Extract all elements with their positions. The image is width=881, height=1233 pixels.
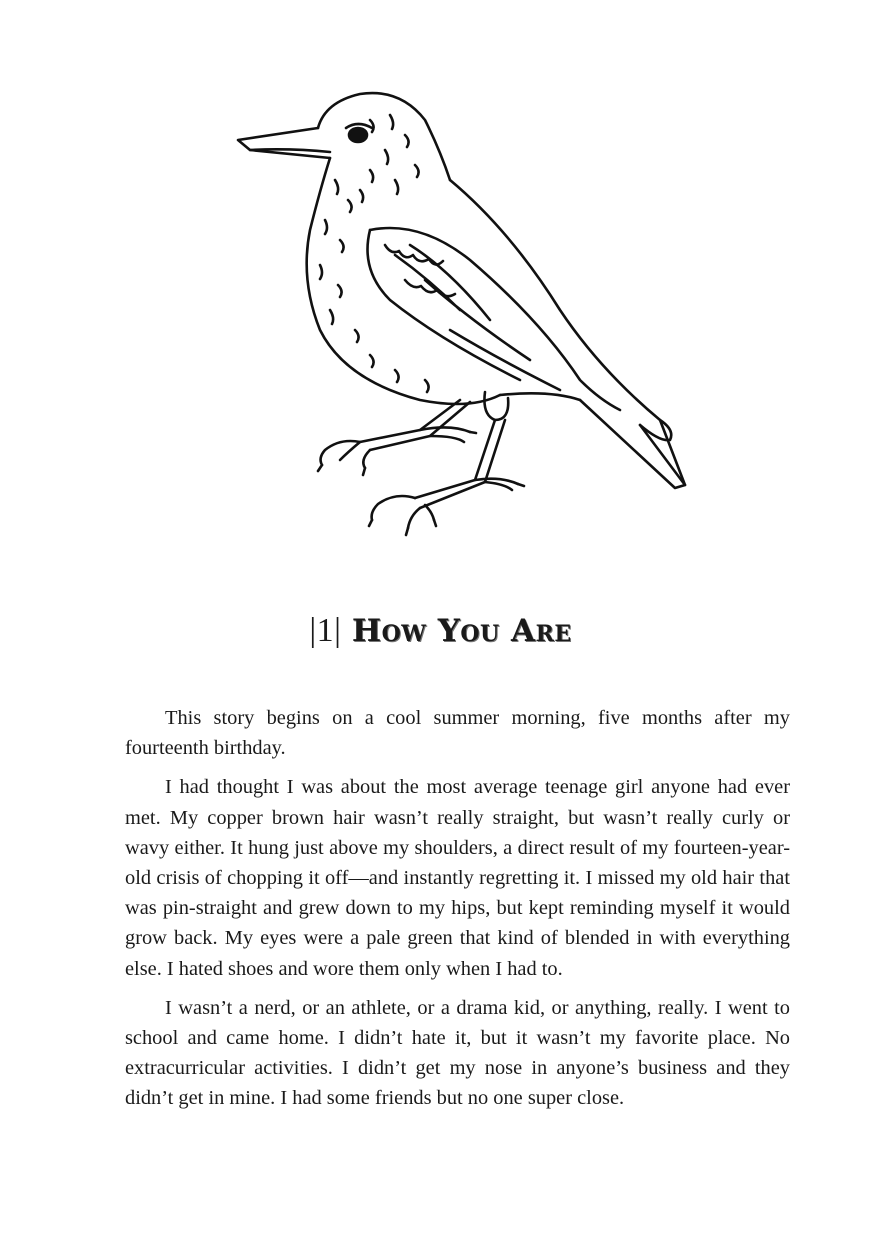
paragraph: I wasn’t a nerd, or an athlete, or a drama kid, or anything, really. I went to school and came home. I didn’t hate it, but it wasn’t my favorite place. No extracurricular activities. I didn’t get my nose in anyone’s business and they didn’t get in mine. I had some friends but no one super close. bbox=[125, 996, 790, 1110]
paragraph: This story begins on a cool summer morning, five months after my fourteenth birthday. bbox=[125, 707, 790, 760]
chapter-number: |1| bbox=[309, 612, 342, 649]
paragraph: I had thought I was about the most average teenage girl anyone had ever met. My copper brown hair wasn’t really straight, but wasn’t really curly or wavy either. It hung just above my shoulders, a direct result of my fourteen-year-old crisis of chopping it off—and instantly regretting it. I missed my old hair that was pin-straight and grew down to my hips, but kept reminding myself it would grow back. My eyes were a pale green that kind of blended in with everything else. I hated shoes and wore them only when I had to. bbox=[125, 776, 790, 980]
chapter-title bbox=[0, 612, 881, 650]
chapter-name: How You Are bbox=[351, 613, 572, 649]
chapter-body bbox=[125, 703, 790, 1123]
bird-illustration bbox=[220, 80, 700, 540]
